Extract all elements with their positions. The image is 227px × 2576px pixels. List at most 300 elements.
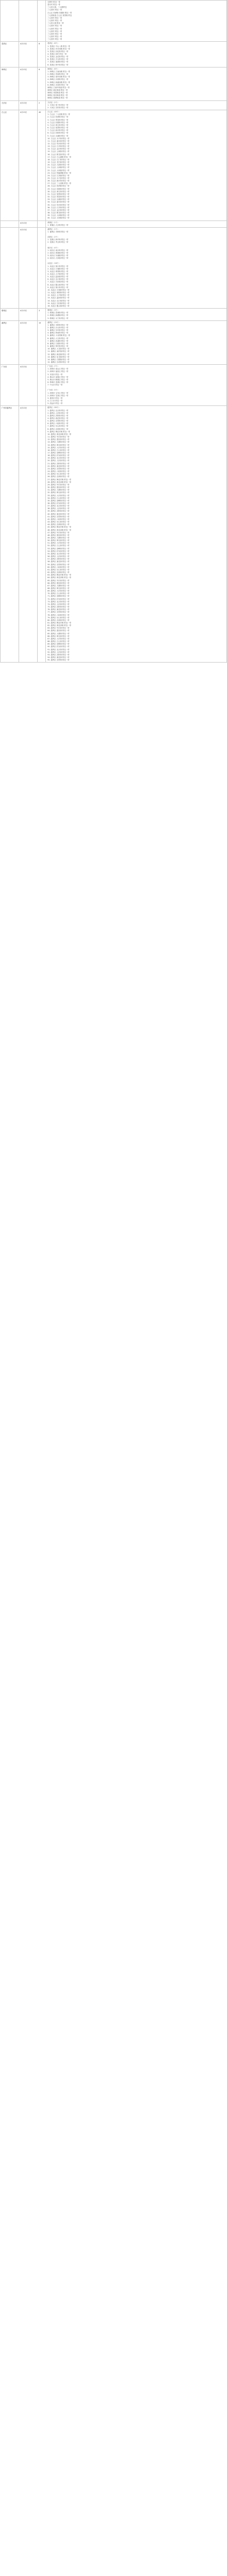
table-row <box>1 365 227 406</box>
location-line: 16. 白云区 鹤龙街 附近一带 <box>47 153 70 156</box>
location-line: 48. 越秀区 建设街 附近一带 <box>47 534 70 536</box>
location-line: 15. 从化区 吕田镇 附近一带 <box>47 302 70 304</box>
locations-cell <box>46 67 227 100</box>
location-line: 4. 南沙区 大岗镇 附近一带 <box>47 257 69 260</box>
location-line: 6. 珠海市 香洲区 附近一带 <box>47 381 69 384</box>
location-line: 海珠区（6个） <box>47 67 59 70</box>
location-line: 8. 番禺区 石壁街 附近一带 <box>47 342 69 345</box>
location-line: 68. 越秀区 珠光街 附近一带 <box>47 587 70 589</box>
count-label: 15 <box>39 321 41 324</box>
location-line: 8. 越秀区 农林街 附近一带 <box>47 428 69 430</box>
location-line: 2. 荔湾区 环市西路 附近一带 <box>47 47 70 50</box>
location-line: 2. 白云区 松洲街 附近一带 <box>47 116 69 118</box>
location-line: 8. 白云区 同和街 附近一带 <box>47 132 69 134</box>
location-line: 4. 海珠区 沙园街 附近一带 <box>47 78 69 81</box>
location-line: 17. 越秀区 登峰街 附近一带 <box>47 452 70 454</box>
location-line: 51. 越秀区 大东街 附近一带 <box>47 542 70 545</box>
date-label: 4月13日 <box>20 407 27 410</box>
location-line: 7. 从化区 吕田镇 附近一带 <box>47 281 69 283</box>
location-line: 47. 越秀区 华乐街 附近一带 <box>47 531 70 534</box>
location-line: 69. 越秀区 大东街 附近一带 <box>47 590 70 592</box>
locations-list <box>46 1 226 41</box>
count-label: 2 <box>39 101 40 104</box>
location-line: 4. 白云区 同德街 附近一带 <box>47 121 69 124</box>
locations-list <box>46 67 226 100</box>
location-line: 6. 越秀区 六榕街 附近一带 <box>47 422 69 425</box>
location-line: 79. 越秀区 东山街 附近一带 <box>47 616 70 619</box>
count-cell <box>38 320 46 365</box>
location-line: 30. 越秀区 建设街 附近一带 <box>47 486 70 489</box>
region-label: 白云区 <box>2 111 7 114</box>
date-label: 4月13日 <box>20 310 27 312</box>
date-cell <box>19 406 38 663</box>
locations-cell <box>46 221 227 227</box>
location-line: 13. 番禺区 化龙镇 附近一带 <box>47 355 70 358</box>
location-line: 南沙区（4个） <box>47 246 59 249</box>
location-line: 2. 南沙区 黄阁镇 附近一带 <box>47 251 69 254</box>
location-line: 35. 白云区 均禾街 附近一带 <box>47 204 70 206</box>
locations-cell <box>46 227 227 308</box>
location-line: 番禺区（15个） <box>47 321 60 324</box>
date-cell <box>19 100 38 110</box>
location-line: 增城区（3个） <box>47 309 59 312</box>
region-cell <box>1 320 19 365</box>
location-line: 81. 越秀区 梅花村街 附近一带 <box>47 622 71 624</box>
location-line: 76. 越秀区 流花街 附近一带 <box>47 608 70 611</box>
table-row <box>1 221 227 227</box>
locations-list <box>46 221 226 227</box>
region-cell <box>1 406 19 663</box>
location-line: 3. 海珠区 南华西街 附近一带 <box>47 76 70 78</box>
table-row <box>1 1 227 42</box>
count-label: 6 <box>39 68 40 71</box>
location-line: 95. 越秀区 光塔街 附近一带 <box>47 659 70 662</box>
count-label <box>38 406 45 408</box>
locations-cell <box>46 42 227 67</box>
location-line: 1. 荔湾区 中山八路 附近一带 <box>47 45 70 47</box>
location-line: 3. 东莞市 附近一带 <box>47 373 63 376</box>
location-line: 4. 佛山市 南海区 附近一带 <box>47 376 69 378</box>
location-line: 2. 深圳市 龙岗区 附近一带 <box>47 394 69 397</box>
date-label: 4月13日 <box>20 321 27 324</box>
location-line: 38. 越秀区 人民街 附近一带 <box>47 507 70 510</box>
location-line: 23. 白云区 钟落潭镇 附近一带 <box>47 172 71 174</box>
location-line: 三元里村 附近一带 <box>47 30 62 32</box>
location-line: 24. 白云区 江高镇 附近一带 <box>47 174 70 177</box>
location-line: 1. 黄埔区 大沙街 附近一带 <box>47 224 69 226</box>
location-line: 17. 白云区 白云湖街 附近一带 <box>47 156 71 158</box>
date-label: 4月13日 <box>20 43 27 45</box>
location-line: 35. 越秀区 登峰街 附近一带 <box>47 499 70 502</box>
location-line: 海珠区 江南中街道 附近一带 <box>47 86 70 89</box>
location-line: 15. 番禺区 沙湾街 附近一带 <box>47 361 70 363</box>
location-line: 80. 越秀区 农林街 附近一带 <box>47 619 70 621</box>
location-line: 3. 惠州市 附近一带 <box>47 397 63 399</box>
location-line: 5. 白云区 黄石街 附近一带 <box>47 124 69 126</box>
location-line: 66. 越秀区 建设街 附近一带 <box>47 582 70 584</box>
location-line: 56. 越秀区 人民街 附近一带 <box>47 555 70 558</box>
location-line: 5. 从化区 温泉镇 附近一带 <box>47 276 69 278</box>
location-line: 27. 越秀区 梅花村街 附近一带 <box>47 478 71 481</box>
locations-list <box>46 101 226 110</box>
region-label: 增城区 <box>2 310 7 312</box>
location-line: 白云区 松洲街 同德街 附近一带 <box>47 11 72 14</box>
date-label: 4月13日 <box>20 366 27 368</box>
location-line: 三元里村 附近一带 <box>47 38 62 41</box>
location-line: 三元里大街、三元路附近 <box>47 6 67 9</box>
location-line: 39. 白云区 人和镇 附近一带 <box>47 214 70 217</box>
location-line: 82. 越秀区 黄花岗街 附近一带 <box>47 624 71 627</box>
location-line: 22. 越秀区 流花街 附近一带 <box>47 465 70 467</box>
location-line: 63. 越秀区 梅花村街 附近一带 <box>47 574 71 577</box>
location-line: 52. 越秀区 白云街 附近一带 <box>47 545 70 547</box>
location-line: 33. 越秀区 大东街 附近一带 <box>47 494 70 497</box>
location-line: 59. 越秀区 光塔街 附近一带 <box>47 563 70 566</box>
location-line: 37. 越秀区 北京街 附近一带 <box>47 505 70 507</box>
locations-cell <box>46 1 227 42</box>
location-line: 61. 越秀区 东山街 附近一带 <box>47 568 70 571</box>
location-line: 三元里村 附近一带 <box>47 16 62 19</box>
locations-list <box>46 365 226 405</box>
location-line: 番禺区（1个） <box>47 228 59 230</box>
locations-cell <box>46 110 227 221</box>
location-line: 65. 越秀区 华乐街 附近一带 <box>47 579 70 582</box>
location-line: 9. 番禺区 钟村街 附近一带 <box>47 345 69 348</box>
location-line: 13. 白云区 石井街 附近一带 <box>47 145 70 148</box>
location-line: 4. 番禺区 桥南街 附近一带 <box>47 332 69 334</box>
location-line: 12. 从化区 太平镇 附近一带 <box>47 294 70 297</box>
location-line: 34. 越秀区 白云街 附近一带 <box>47 497 70 499</box>
location-line: 85. 越秀区 大塘街 附近一带 <box>47 632 70 635</box>
location-line: 25. 越秀区 东山街 附近一带 <box>47 473 70 476</box>
region-label: 番禺区 <box>2 321 7 324</box>
region-cell <box>1 67 19 100</box>
table-row <box>1 309 227 321</box>
location-line: 23. 越秀区 光塔街 附近一带 <box>47 467 70 470</box>
location-line: 7. 白云区 新市街 附近一带 <box>47 129 69 132</box>
date-cell <box>19 1 38 42</box>
location-line: 1. 越秀区 北京街 附近一带 <box>47 409 69 412</box>
location-line: 7. 荔湾区 逢源街 附近一带 <box>47 61 69 63</box>
location-line: 94. 越秀区 流花街 附近一带 <box>47 656 70 659</box>
location-line: 40. 越秀区 流花街 附近一带 <box>47 513 70 515</box>
count-label <box>38 221 45 223</box>
count-cell <box>38 1 46 42</box>
count-cell <box>38 100 46 110</box>
location-line: 花都区（2个） <box>47 236 59 239</box>
table-row <box>1 320 227 365</box>
location-line: 6. 番禺区 大石街 附近一带 <box>47 337 69 340</box>
location-line: 3. 番禺区 东环街 附近一带 <box>47 329 69 332</box>
location-line: 21. 越秀区 洪桥街 附近一带 <box>47 462 70 465</box>
location-line: 39. 越秀区 洪桥街 附近一带 <box>47 510 70 513</box>
location-line: 45. 越秀区 梅花村街 附近一带 <box>47 526 71 529</box>
locations-cell <box>46 320 227 365</box>
location-line: 58. 越秀区 流花街 附近一带 <box>47 561 70 563</box>
location-line: 石牌村 附近一带 <box>47 1 60 3</box>
count-cell <box>38 365 46 406</box>
locations-cell <box>46 365 227 406</box>
location-line: 13. 从化区 温泉镇 附近一带 <box>47 297 70 299</box>
location-line: 7. 越秀区 东山街 附近一带 <box>47 425 69 428</box>
region-label: 海珠区 <box>2 68 7 71</box>
location-line: 75. 越秀区 洪桥街 附近一带 <box>47 606 70 608</box>
region-label: 天河区 <box>2 101 7 104</box>
location-line: 3. 南沙区 东涌镇 附近一带 <box>47 255 69 257</box>
count-label <box>38 228 45 230</box>
count-cell <box>38 406 46 663</box>
location-line: 16. 越秀区 白云街 附近一带 <box>47 449 70 451</box>
location-line: 泰安村 附近一带 <box>47 4 60 6</box>
location-line: 9. 越秀区 梅花村街 附近一带 <box>47 430 70 433</box>
location-line: 31. 白云区 棠景街 附近一带 <box>47 193 70 195</box>
location-line: 28. 白云区 松洲街 附近一带 <box>47 185 70 188</box>
location-line: 11. 白云区 嘉禾街 附近一带 <box>47 140 70 142</box>
date-label: 4月13日 <box>20 68 27 71</box>
region-label <box>1 228 19 230</box>
location-line: 10. 越秀区 黄花岗街 附近一带 <box>47 433 71 435</box>
location-line: 7. 番禺区 洛浦街 附近一带 <box>47 340 69 342</box>
location-line: 90. 越秀区 矿泉街 附近一带 <box>47 646 70 648</box>
location-line: 50. 越秀区 珠光街 附近一带 <box>47 539 70 542</box>
location-line: 8. 从化区 鳌头镇 附近一带 <box>47 283 69 286</box>
location-line: 54. 越秀区 矿泉街 附近一带 <box>47 550 70 552</box>
location-line: 10. 番禺区 大龙街 附近一带 <box>47 348 70 350</box>
location-line: 40. 白云区 太和镇 附近一带 <box>47 217 70 219</box>
locations-cell <box>46 309 227 321</box>
location-line: 6. 海珠区 赤岗街 附近一带 <box>47 83 69 86</box>
location-line: 海珠区 素社街道 附近一带 <box>47 89 68 91</box>
location-line: 2. 海珠区 昌岗路 附近一带 <box>47 73 69 76</box>
location-line: 49. 越秀区 大塘街 附近一带 <box>47 537 70 539</box>
location-line: 从化区（16个） <box>47 262 60 265</box>
location-line: 越秀区（95个） <box>47 406 60 409</box>
location-line: 1. 深圳市 南山区 附近一带 <box>47 368 69 370</box>
date-label: 4月13日 <box>20 111 27 114</box>
location-line: 12. 越秀区 建设街 附近一带 <box>47 438 70 441</box>
date-cell <box>19 110 38 221</box>
location-line: 20. 越秀区 人民街 附近一带 <box>47 460 70 462</box>
location-line: 91. 越秀区 北京街 附近一带 <box>47 648 70 651</box>
region-label <box>1 1 19 3</box>
count-cell <box>38 221 46 227</box>
location-line: 27. 白云区 三元里街 附近一带 <box>47 182 71 185</box>
table-row <box>1 42 227 67</box>
location-line: 8. 荔湾区 桥中街 附近一带 <box>47 63 69 66</box>
location-line: 71. 越秀区 登峰街 附近一带 <box>47 595 70 598</box>
date-cell <box>19 227 38 308</box>
count-label: 8 <box>39 43 40 45</box>
location-line: 1. 从化区 街口街 附近一带 <box>47 265 69 267</box>
count-cell <box>38 227 46 308</box>
location-line: 天河区（2个） <box>47 101 59 104</box>
region-label: 广州市越秀区 <box>2 407 12 410</box>
location-line: 14. 白云区 金沙街 附近一带 <box>47 148 70 150</box>
location-line: 5. 越秀区 光塔街 附近一带 <box>47 420 69 422</box>
location-line: 3. 白云区 景泰街 附近一带 <box>47 118 69 121</box>
location-line: 16. 从化区 鳌头镇 附近一带 <box>47 304 70 307</box>
region-cell <box>1 309 19 321</box>
location-line: 3. 越秀区 洪桥街 附近一带 <box>47 414 69 417</box>
location-line: 88. 越秀区 白云街 附近一带 <box>47 640 70 643</box>
location-line: 62. 越秀区 农林街 附近一带 <box>47 571 70 574</box>
location-line: 广东省（5个） <box>47 389 59 392</box>
location-line: 19. 白云区 龙归街 附近一带 <box>47 161 70 164</box>
location-line: 5. 番禺区 小谷围街 附近一带 <box>47 334 70 337</box>
location-line: 55. 越秀区 北京街 附近一带 <box>47 552 70 555</box>
table-row <box>1 100 227 110</box>
location-line: 24. 越秀区 六榕街 附近一带 <box>47 470 70 473</box>
location-line: 22. 白云区 太和镇 附近一带 <box>47 169 70 172</box>
location-line: 荔湾区（8个） <box>47 42 59 45</box>
date-label: 4月13日 <box>20 101 27 104</box>
count-cell <box>38 110 46 221</box>
region-cell <box>1 100 19 110</box>
location-line: 26. 越秀区 农林街 附近一带 <box>47 476 70 478</box>
date-label: 4月13日 <box>20 228 27 231</box>
region-label: 广东省 <box>2 366 7 368</box>
location-line: 13. 越秀区 大塘街 附近一带 <box>47 441 70 444</box>
count-cell <box>38 42 46 67</box>
location-line: 2. 越秀区 人民街 附近一带 <box>47 412 69 414</box>
location-line: 36. 白云区 石井街 附近一带 <box>47 206 70 209</box>
table-row <box>1 227 227 308</box>
location-line: 9. 白云区 京溪街 附近一带 <box>47 134 69 137</box>
location-line: 53. 越秀区 登峰街 附近一带 <box>47 547 70 550</box>
location-line: 78. 越秀区 六榕街 附近一带 <box>47 614 70 616</box>
location-line: 89. 越秀区 登峰街 附近一带 <box>47 643 70 646</box>
location-line: 70. 越秀区 白云街 附近一带 <box>47 592 70 595</box>
location-line: 41. 越秀区 光塔街 附近一带 <box>47 515 70 518</box>
location-line: 5. 荔湾区 金花街 附近一带 <box>47 56 69 58</box>
location-line: 18. 越秀区 矿泉街 附近一带 <box>47 454 70 457</box>
location-line: 32. 越秀区 珠光街 附近一带 <box>47 492 70 494</box>
location-line: 三元里村 附近一带 <box>47 32 62 35</box>
location-line: 83. 越秀区 华乐街 附近一带 <box>47 627 70 630</box>
location-line: 14. 从化区 良口镇 附近一带 <box>47 299 70 302</box>
location-line: 12. 白云区 均禾街 附近一带 <box>47 142 70 145</box>
location-line: 1. 花都区 新华街 附近一带 <box>47 239 69 241</box>
location-line: 64. 越秀区 黄花岗街 附近一带 <box>47 577 71 579</box>
location-line: 72. 越秀区 矿泉街 附近一带 <box>47 598 70 600</box>
location-line: 31. 越秀区 大塘街 附近一带 <box>47 489 70 492</box>
location-line: 1. 白云区 三元里街 附近一带 <box>47 113 70 116</box>
locations-list <box>46 406 226 662</box>
location-line: 5. 佛山市 顺德区 附近一带 <box>47 378 69 381</box>
location-table-body <box>1 1 227 663</box>
location-line: 海珠区 凤阳街道 附近一带 <box>47 92 68 94</box>
location-line: 9. 从化区 街口街 附近一带 <box>47 286 69 289</box>
location-line: 三元里村 附近一带 <box>47 36 62 38</box>
location-line: 32. 白云区 景泰街 附近一带 <box>47 196 70 198</box>
location-line: 2. 增城区 新塘镇 附近一带 <box>47 314 69 317</box>
date-cell <box>19 320 38 365</box>
location-line: 60. 越秀区 六榕街 附近一带 <box>47 566 70 568</box>
location-line: 67. 越秀区 大塘街 附近一带 <box>47 584 70 587</box>
location-line: 4. 荔湾区 西村 附近一带 <box>47 53 67 55</box>
locations-list <box>46 42 226 66</box>
count-label <box>38 365 45 367</box>
location-line: 4. 从化区 太平镇 附近一带 <box>47 273 69 275</box>
table-row <box>1 110 227 221</box>
location-line: 三元里村 附近一带 <box>47 20 62 22</box>
count-label <box>38 1 45 3</box>
date-cell <box>19 309 38 321</box>
location-line: 1. 番禺区 市桥街 附近一带 <box>47 324 69 326</box>
location-line: 5. 清远市 附近一带 <box>47 402 63 405</box>
location-line: 6. 从化区 良口镇 附近一带 <box>47 278 69 281</box>
location-line: 6. 荔湾区 多宝街 附近一带 <box>47 58 69 61</box>
location-line: 三元里街道 白云区 棠景街 附近 <box>47 14 72 16</box>
location-table <box>0 0 227 663</box>
location-line: 73. 越秀区 北京街 附近一带 <box>47 600 70 603</box>
date-label: 4月13日 <box>20 222 27 224</box>
table-row <box>1 67 227 100</box>
region-cell <box>1 110 19 221</box>
location-line: 29. 越秀区 华乐街 附近一带 <box>47 483 70 486</box>
location-line: 三元里大街 附近一带 <box>47 22 64 25</box>
location-line: 1. 天河区 棠下街 附近一带 <box>47 104 69 106</box>
location-line: 15. 白云区 云城街 附近一带 <box>47 150 70 153</box>
location-line: 10. 从化区 江埔街 附近一带 <box>47 289 70 291</box>
location-line: 29. 白云区 同德街 附近一带 <box>47 188 70 190</box>
location-line: 2. 花都区 秀全街 附近一带 <box>47 241 69 244</box>
location-line: 10. 白云区 永平街 附近一带 <box>47 137 70 140</box>
location-line: 1. 增城区 荔城街 附近一带 <box>47 312 69 314</box>
region-cell <box>1 221 19 227</box>
locations-cell <box>46 406 227 663</box>
location-line: 37. 白云区 金沙街 附近一带 <box>47 209 70 211</box>
location-line: 黄埔区（1个） <box>47 221 59 224</box>
location-line: 34. 白云区 嘉禾街 附近一带 <box>47 201 70 204</box>
location-line: 4. 江门市 附近一带 <box>47 400 63 402</box>
location-line: 4. 越秀区 流花街 附近一带 <box>47 417 69 419</box>
location-line: 33. 白云区 京溪街 附近一带 <box>47 198 70 201</box>
location-line: 三元里村 附近一带 <box>47 9 62 11</box>
count-cell <box>38 67 46 100</box>
region-cell <box>1 42 19 67</box>
location-line: 广东省（7个） <box>47 365 59 368</box>
location-line: 19. 越秀区 北京街 附近一带 <box>47 457 70 460</box>
locations-list <box>46 309 226 320</box>
location-line: 93. 越秀区 洪桥街 附近一带 <box>47 653 70 656</box>
location-line: 30. 白云区 黄石街 附近一带 <box>47 190 70 193</box>
location-line: 12. 番禺区 新造镇 附近一带 <box>47 353 70 355</box>
location-line: 白云区（40个） <box>47 111 60 113</box>
location-line: 1. 海珠区 江南西路 附近一带 <box>47 70 70 73</box>
location-line: 14. 越秀区 珠光街 附近一带 <box>47 444 70 446</box>
region-cell <box>1 365 19 406</box>
locations-cell <box>46 100 227 110</box>
region-label: 荔湾区 <box>2 43 7 45</box>
location-line: 28. 越秀区 黄花岗街 附近一带 <box>47 481 71 483</box>
location-line: 77. 越秀区 光塔街 附近一带 <box>47 611 70 614</box>
location-line: 43. 越秀区 东山街 附近一带 <box>47 521 70 523</box>
location-line: 38. 白云区 鹤龙街 附近一带 <box>47 212 70 214</box>
location-line: 20. 白云区 大源街 附近一带 <box>47 164 70 166</box>
table-row <box>1 406 227 663</box>
date-cell <box>19 365 38 406</box>
location-line: 2. 天河区 员村街 附近一带 <box>47 106 69 109</box>
location-line: 11. 番禺区 南村镇 附近一带 <box>47 350 70 353</box>
location-line: 2. 深圳市 福田区 附近一带 <box>47 370 69 373</box>
location-line: 44. 越秀区 农林街 附近一带 <box>47 523 70 526</box>
date-label <box>19 1 37 3</box>
location-line: 92. 越秀区 人民街 附近一带 <box>47 651 70 653</box>
locations-list <box>46 321 226 365</box>
date-cell <box>19 221 38 227</box>
location-line: 3. 增城区 永宁街 附近一带 <box>47 317 69 319</box>
